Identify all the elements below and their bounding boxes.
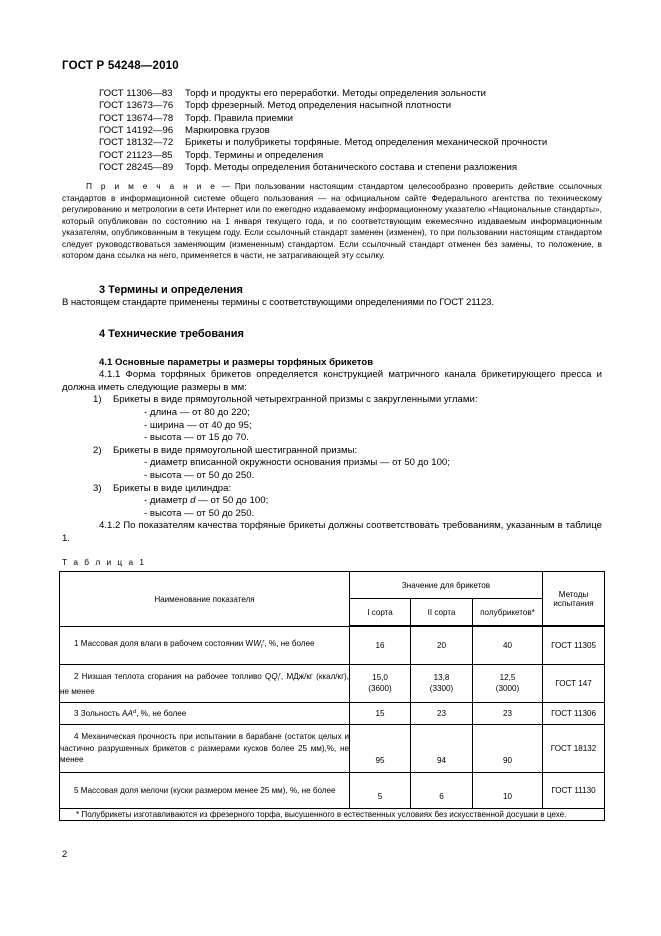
page-number: 2 [62, 849, 68, 859]
dimension-item: - высота — от 50 до 250. [144, 469, 255, 481]
shape-list-item-number: 1) [93, 394, 102, 406]
shape-list-item-number: 2) [93, 444, 102, 456]
row-name-4: 4 Механическая прочность при испытании в барабане (остаток целых и частично разрушенных брикетов с размерами кусков более 25 мм),%, не менее [60, 724, 350, 772]
cell-semi: 90 [473, 724, 543, 772]
reference-list [62, 88, 602, 174]
dimension-item: - ширина — от 40 до 95; [144, 419, 252, 431]
reference-code: ГОСТ 14192—96 [99, 125, 174, 137]
shape-list-item-header [93, 394, 602, 407]
section-41-heading: 4.1 Основные параметры и размеры торфяных брикетов [99, 357, 374, 369]
cell-semi: 10 [473, 772, 543, 808]
shape-list-item-text: Брикеты в виде прямоугольной шестигранной призмы: [113, 444, 358, 456]
row-name-3-text: 3 Зольность A [74, 709, 128, 719]
col-header-name: Наименование показателя [60, 572, 350, 627]
section-3 [62, 283, 602, 310]
reference-title: Торф и продукты его переработки. Методы определения зольности [185, 88, 487, 99]
reference-item [99, 113, 602, 125]
col-header-semibriquettes: полубрикетов* [473, 598, 543, 626]
reference-code: ГОСТ 21123—85 [99, 149, 173, 161]
reference-code: ГОСТ 28245—89 [99, 162, 174, 174]
shape-list-item [62, 483, 602, 521]
dimension-item: - высота — от 15 до 70. [144, 432, 249, 444]
cell-grade1-mj: 15,0 [372, 673, 388, 683]
row-name-3 [60, 702, 350, 724]
cell-grade2: 23 [411, 702, 473, 724]
cell-semi-kcal: (3000) [495, 684, 520, 694]
cell-grade1: 15 [350, 702, 411, 724]
cell-semi: 40 [473, 626, 543, 664]
reference-title: Торф фрезерный. Метод определения насыпной плотности [185, 100, 452, 112]
cell-semi-mj: 12,5 [499, 673, 516, 683]
cell-grade1: 5 [350, 772, 411, 808]
table-head [60, 572, 605, 627]
shape-list-item-text: Брикеты в виде прямоугольной четырехгранной призмы с закругленными углами: [113, 394, 478, 406]
row-name-2-tail: , МДж/кг (ккал/кг), не менее [60, 671, 349, 696]
col-header-group: Значение для брикетов [350, 572, 543, 598]
shape-list [62, 394, 602, 520]
symbol-sup: r [278, 671, 281, 678]
table-body [60, 626, 605, 820]
cell-method: ГОСТ 147 [543, 664, 605, 702]
cell-semi: 23 [473, 702, 543, 724]
shape-list-item [62, 394, 602, 444]
symbol-sub: t [260, 644, 263, 651]
shape-list-item [62, 445, 602, 483]
shape-list-item-header [93, 445, 602, 458]
reference-code: ГОСТ 11306—83 [99, 88, 173, 99]
dimension-item: - диаметр d — от 50 до 100; [144, 495, 269, 507]
page-content [62, 88, 602, 821]
reference-code: ГОСТ 18132—72 [99, 137, 174, 149]
table-caption: Т а б л и ц а 1 [62, 557, 147, 568]
shape-list-item-header [93, 483, 602, 496]
symbol-sup: d [132, 709, 137, 716]
table-row [60, 664, 605, 702]
row-name-1-text: 1 Массовая доля влаги в рабочем состоянии W [74, 639, 254, 649]
reference-item [99, 150, 602, 162]
note-text: — При пользовании настоящим стандартом целесообразно проверить действие ссылочных стандартов в информационной системе общего пользования — на официальном сайте Федерального агентства по техническому регулированию и метрологии в сети Интернет или по ежегодно издаваемому информационному указателю «Национальные стандарты», который опубликован по состоянию на 1 января текущего года, и по соответствующим ежемесячно издаваемым информационным указателям, опубликованным в текущем году. Если ссылочный стандарт заменен (изменен), то при пользовании настоящим стандартом следует руководствоваться заменяющим (измененным) стандартом. Если ссылочный стандарт отменен без замены, то положение, в котором дана ссылка на него, применяется в части, не затрагивающей эту ссылку. [62, 181, 602, 261]
dimension-item: - высота — от 50 до 250. [144, 507, 255, 519]
cell-grade1-kcal: (3600) [368, 684, 392, 694]
dimension-item: - длина — от 80 до 220; [144, 406, 250, 418]
reference-code: ГОСТ 13674—78 [99, 112, 174, 124]
symbol-W: W [253, 639, 261, 649]
reference-item [99, 88, 602, 100]
reference-title: Торф. Методы определения ботанического состава и степени разложения [185, 162, 518, 174]
cell-method: ГОСТ 11130 [543, 772, 605, 808]
section-3-body: В настоящем стандарте применены термины с соответствующими определениями по ГОСТ 21123. [62, 296, 494, 308]
cell-grade2: 20 [411, 626, 473, 664]
cell-grade2-mj: 13,8 [433, 673, 450, 683]
cell-method: ГОСТ 11306 [543, 702, 605, 724]
reference-item [99, 137, 602, 149]
row-name-2 [60, 664, 350, 702]
row-name-2-text: 2 Низшая теплота сгорания на рабочее топливо Q [74, 671, 272, 681]
table-footnote-row [60, 808, 605, 820]
shape-list-item-text: Брикеты в виде цилиндра: [113, 482, 232, 494]
cell-grade1: 16 [350, 626, 411, 664]
table-row [60, 724, 605, 772]
reference-title: Торф. Термины и определения [185, 149, 324, 161]
section-3-heading: 3 Термины и определения [99, 283, 243, 296]
reference-item [99, 100, 602, 112]
cell-grade2 [411, 664, 473, 702]
clause-4-1-1: 4.1.1 Форма торфяных брикетов определяется конструкцией матричного канала брикетирующего пресса и должна иметь следующие размеры в мм: [62, 369, 602, 393]
cell-grade1 [350, 664, 411, 702]
dimension-item: - диаметр вписанной окружности основания призмы — от 50 до 100; [144, 457, 450, 469]
symbol-sup: r [262, 639, 265, 646]
table-row [60, 772, 605, 808]
cell-grade2: 6 [411, 772, 473, 808]
page-header: ГОСТ Р 54248—2010 [62, 60, 179, 72]
reference-title: Маркировка грузов [185, 125, 270, 137]
cell-grade1: 95 [350, 724, 411, 772]
reference-item [99, 125, 602, 137]
note-label: П р и м е ч а н и е [86, 181, 217, 192]
table-footnote: * Полубрикеты изготавливаются из фрезерного торфа, высушенного в естественных условиях без искусственной досушки в цехе. [60, 808, 605, 820]
shape-list-item-number: 3) [93, 482, 102, 494]
reference-item [99, 162, 602, 174]
row-name-3-tail: , %, не более [136, 709, 187, 719]
cell-grade2-kcal: (3300) [429, 684, 454, 694]
symbol-Q: Q [271, 671, 278, 681]
reference-title: Торф. Правила приемки [185, 112, 294, 124]
reference-title: Брикеты и полубрикеты торфяные. Метод определения механической прочности [185, 137, 548, 149]
row-name-1-tail: , %, не более [264, 639, 315, 649]
row-name-5: 5 Массовая доля мелочи (куски размером менее 25 мм), %, не более [60, 772, 350, 808]
reference-code: ГОСТ 13673—76 [99, 100, 174, 112]
table-header-row-1 [60, 572, 605, 598]
symbol-A: A [127, 709, 133, 719]
row-name-1 [60, 626, 350, 664]
symbol-sub: i [277, 676, 279, 683]
table-row [60, 626, 605, 664]
section-4 [62, 327, 602, 545]
col-header-grade2: II сорта [411, 598, 473, 626]
cell-method: ГОСТ 11305 [543, 626, 605, 664]
cell-method: ГОСТ 18132 [543, 724, 605, 772]
specification-table [59, 571, 605, 821]
table-row [60, 702, 605, 724]
clause-4-1-2: 4.1.2 По показателям качества торфяные брикеты должны соответствовать требованиям, указанным в таблице 1. [62, 520, 602, 544]
col-header-grade1: I сорта [350, 598, 411, 626]
cell-grade2: 94 [411, 724, 473, 772]
section-4-heading: 4 Технические требования [99, 328, 244, 341]
col-header-methods: Методы испытания [543, 572, 605, 627]
cell-semi [473, 664, 543, 702]
note-paragraph [62, 181, 602, 261]
